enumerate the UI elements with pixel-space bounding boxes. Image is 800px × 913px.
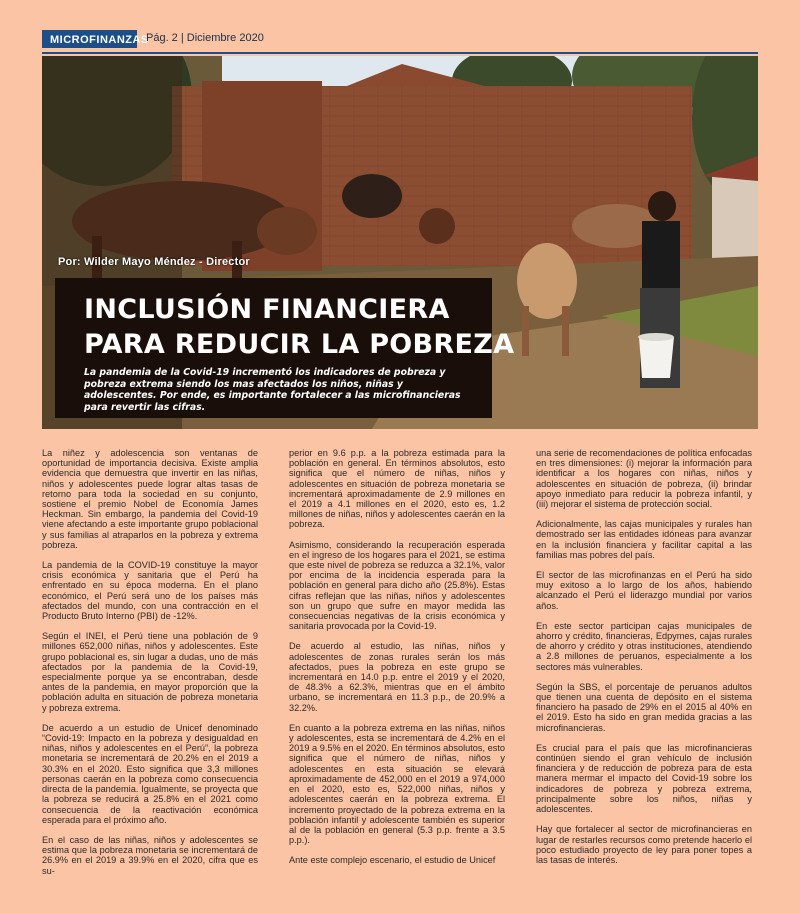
paragraph: La niñez y adolescencia son ventanas de oportunidad de importancia decisiva. Existe amplia evidencia que demuestra que invertir en las niñas, niños y adolescentes puede lograr altas tasas de retorno para toda la sociedad en su conjunto, sostiene el premio Nobel de Economía James Heckman. Sin embargo, la pandemia del Covid-19 viene afectando a este importante grupo poblacional y sus familias al atraparlos en la pobreza y extrema pobreza. xyxy=(42,448,258,550)
paragraph: Según el INEI, el Perú tiene una población de 9 millones 652,000 niñas, niños y adolescentes. Este grupo poblacional es, sin lugar a dudas, uno de más afectados por la pandemia de la Covid-19, especialmente porque ya se encontraban, desde antes de la pandemia, en mayor proporción que la población adulta en situación de pobreza monetaria y pobreza extrema. xyxy=(42,631,258,713)
paragraph: La pandemia de la COVID-19 constituye la mayor crisis económica y sanitaria que el Perú ha enfrentado en su época moderna. En el plano económico, el Perú será uno de los países más afectados del mundo, con una contracción en el Producto Bruto Interno (PBI) de -12%. xyxy=(42,560,258,622)
page-header xyxy=(42,30,758,50)
paragraph: una serie de recomendaciones de política enfocadas en tres dimensiones: (i) mejorar la información para identificar a los hogares con niñas, niños y adolescentes en situación de pobreza, (ii) brindar apoyo inmediato para reducir la pobreza infantil, y (iii) mejorar el sistema de protección social. xyxy=(536,448,752,510)
text-column-2 xyxy=(289,448,505,876)
page-info: Pág. 2 | Diciembre 2020 xyxy=(146,32,264,44)
article-title xyxy=(84,292,515,362)
paragraph: Según la SBS, el porcentaje de peruanos adultos que tienen una cuenta de depósito en el sistema financiero ha pasado de 29% en el 2015 al 40% en el 2019. Esto ha sido en gran medida gracias a las microfinancieras. xyxy=(536,681,752,733)
header-rule xyxy=(42,52,758,54)
paragraph: Ante este complejo escenario, el estudio de Unicef xyxy=(289,855,496,866)
title-box xyxy=(55,278,515,418)
paragraph: perior en 9.6 p.p. a la pobreza estimada para la población en general. En términos absolutos, esto significa que el número de niñas, niños y adolescentes en situación de pobreza monetaria se incrementará aproximadamente de 2.9 millones en el 2019 a 4.1 millones en el 2020, esto es, 1.2 millones de niñas, niños y adolescentes caerán en la pobreza. xyxy=(289,448,505,530)
paragraph: En el caso de las niñas, niños y adolescentes se estima que la pobreza monetaria se incrementará de 26.9% en el 2019 a 39.9% en el 2020, cifra que es su- xyxy=(42,834,258,876)
byline: Por: Wilder Mayo Méndez - Director xyxy=(58,256,250,268)
article-lede: La pandemia de la Covid-19 incrementó los indicadores de pobreza y pobreza extrema siendo los mas afectados los niños, niñas y adolescentes. Por ende, es importante fortalecer a las microfinancieras para revertir las cifras. xyxy=(84,367,461,413)
title-line-1: INCLUSIÓN FINANCIERA xyxy=(84,294,450,325)
paragraph: Adicionalmente, las cajas municipales y rurales han demostrado ser las entidades idóneas para avanzar en la inclusión financiera y facilitar capital a las familias mas pobres del país. xyxy=(536,519,752,560)
paragraph: En cuanto a la pobreza extrema en las niñas, niños y adolescentes, esta se incrementará de 4.2% en el 2019 a 9.5% en el 2020. En términos absolutos, esto significa que el número de niñas, niños y adolescentes en esta situación se elevará aproximadamente de 452,000 en el 2019 a 974,000 en el 2020, esto es, 522,000 niñas, niños y adolescentes caerán en la pobreza extrema. El incremento proyectado de la pobreza extrema en la población infantil y adolescente también es superior al de la población en general (5.3 p.p. frente a 3.5 p.p.). xyxy=(289,722,505,846)
paragraph: De acuerdo al estudio, las niñas, niños y adolescentes de zonas rurales serán los más afectados, pues la pobreza en este grupo se incrementará en 14.0 p.p. entre el 2019 y el 2020, de 48.3% a 62.3%, mientras que en el ámbito urbano, se incrementará en 11.3 p.p., de 20.9% a 32.2%. xyxy=(289,641,505,713)
text-column-3 xyxy=(536,448,752,875)
paragraph: De acuerdo a un estudio de Unicef denominado “Covid-19: Impacto en la pobreza y desigualdad en niñas, niños y adolescentes en el Perú”, la pobreza monetaria se incrementará de 20.2% en el 2019 a 30.3% en el 2020. Esto significa que 3,3 millones personas caerán en la pobreza como consecuencia directa de la pandemia. Igualmente, se proyecta que la pobreza se reducirá a 25.8% en el 2021 como consecuencia de la reactivación económica esperada para el próximo año. xyxy=(42,722,258,825)
paragraph: Hay que fortalecer al sector de microfinancieras en lugar de restarles recursos como pretende hacerlo el poco estudiado proyecto de ley para poner topes a las tasas de interés. xyxy=(536,824,752,865)
paragraph: El sector de las microfinanzas en el Perú ha sido muy exitoso a lo largo de los años, habiendo alcanzado el Perú el liderazgo mundial por varios años. xyxy=(536,570,752,611)
brand-tab: MICROFINANZAS xyxy=(42,30,137,48)
paragraph: Asimismo, considerando la recuperación esperada en el ingreso de los hogares para el 2021, se estima que este nivel de pobreza se reduzca a 32.1%, valor por encima de la incidencia esperada para la población en general para dicho año (25.8%). Estas cifras reflejan que las niñas, niños y adolescentes son un grupo que sufre en mayor medida las consecuencias negativas de la crisis económica y sanitaria provocada por la Covid-19. xyxy=(289,539,505,632)
paragraph: Es crucial para el país que las microfinancieras continúen siendo el gran vehículo de inclusión financiera y de reducción de pobreza para de esta manera mermar el impacto del Covid-19 sobre los indicadores de pobreza y pobreza extrema, principalmente sobre los niños, niñas y adolescentes. xyxy=(536,742,752,815)
paragraph: En este sector participan cajas municipales de ahorro y crédito, financieras, Edpymes, cajas rurales de ahorro y crédito y otras instituciones, atendiendo a 2.8 millones de peruanos, especialmente a los sectores más vulnerables. xyxy=(536,620,752,672)
text-column-1 xyxy=(42,448,258,886)
title-line-2: PARA REDUCIR LA POBREZA xyxy=(84,329,515,360)
